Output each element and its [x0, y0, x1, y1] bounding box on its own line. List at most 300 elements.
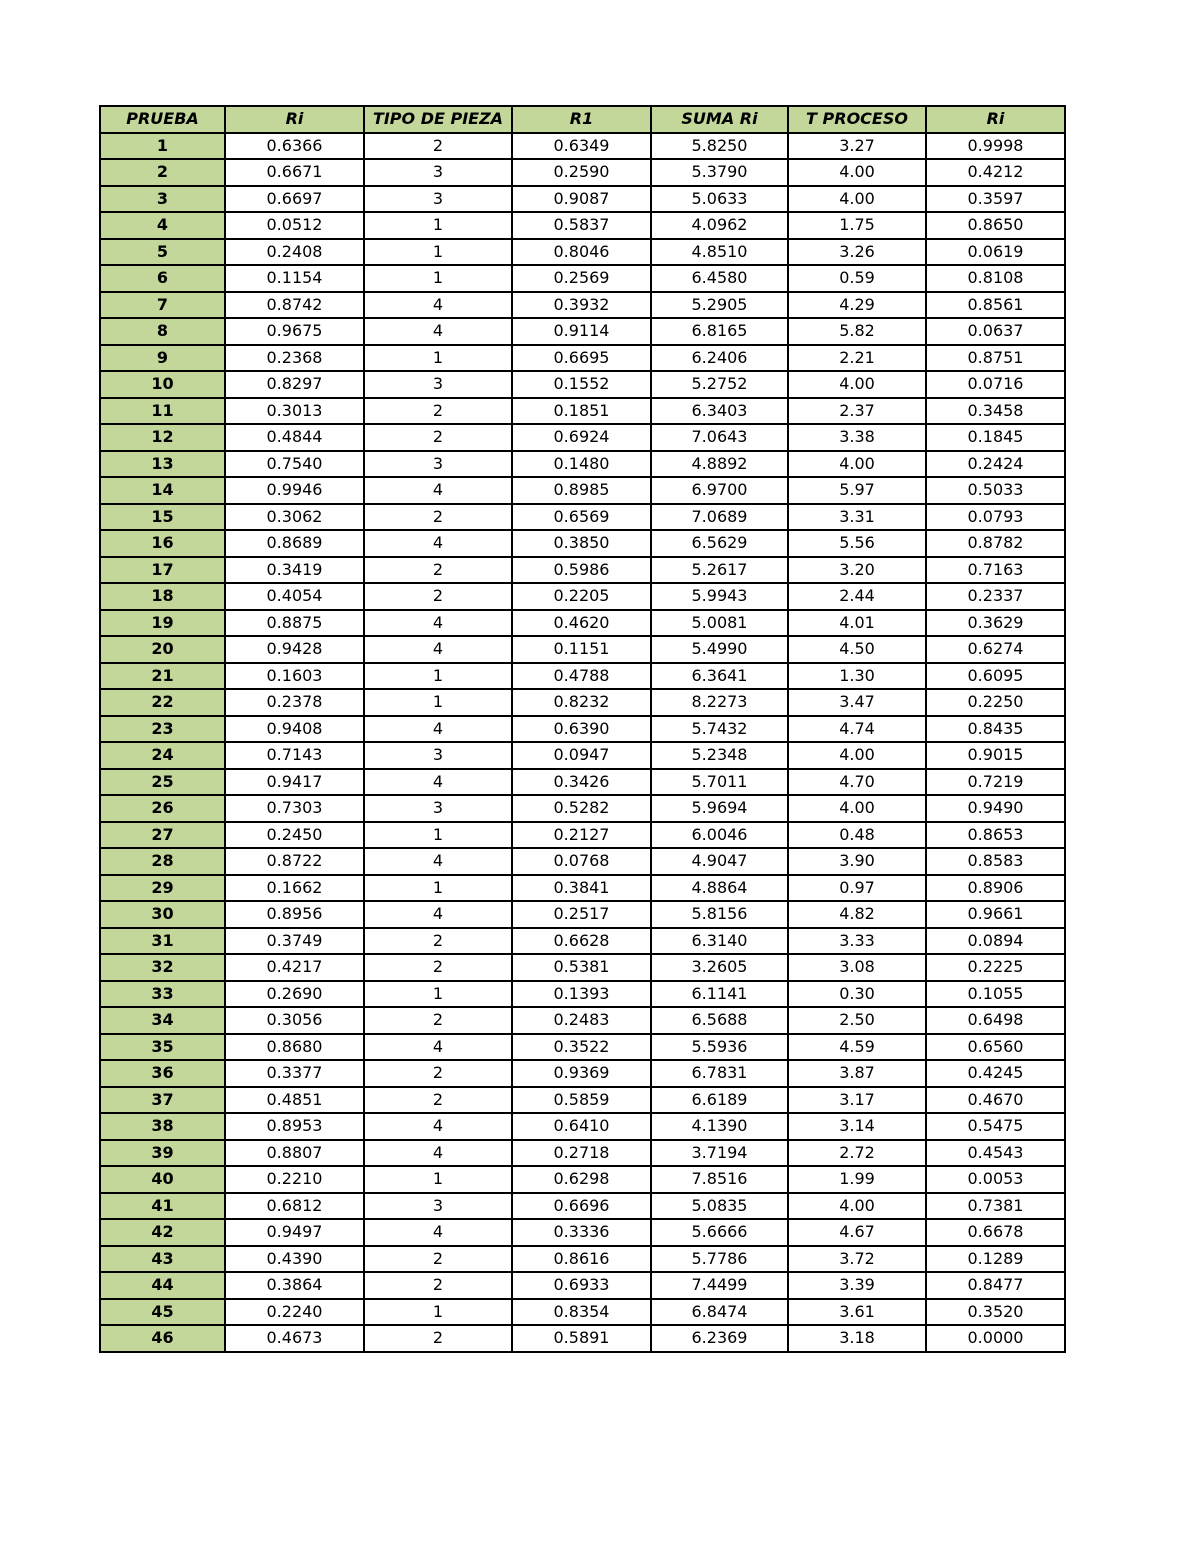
suma-ri-cell: 5.9943	[651, 583, 788, 610]
tipo-de-pieza-cell: 1	[364, 689, 512, 716]
t-proceso-cell: 0.30	[788, 981, 926, 1008]
t-proceso-cell: 3.18	[788, 1325, 926, 1352]
suma-ri-cell: 5.8250	[651, 133, 788, 160]
ri-cell: 0.1154	[225, 265, 364, 292]
table-row	[100, 557, 1065, 584]
ri-2-cell: 0.8782	[926, 530, 1065, 557]
tipo-de-pieza-cell: 4	[364, 318, 512, 345]
prueba-cell: 4	[100, 212, 225, 239]
tipo-de-pieza-cell: 4	[364, 636, 512, 663]
r1-cell: 0.3336	[512, 1219, 651, 1246]
ri-cell: 0.9417	[225, 769, 364, 796]
t-proceso-cell: 3.33	[788, 928, 926, 955]
ri-cell: 0.9428	[225, 636, 364, 663]
tipo-de-pieza-cell: 2	[364, 424, 512, 451]
r1-cell: 0.6410	[512, 1113, 651, 1140]
r1-cell: 0.3522	[512, 1034, 651, 1061]
suma-ri-cell: 7.8516	[651, 1166, 788, 1193]
prueba-cell: 19	[100, 610, 225, 637]
prueba-cell: 13	[100, 451, 225, 478]
prueba-cell: 27	[100, 822, 225, 849]
ri-2-cell: 0.4212	[926, 159, 1065, 186]
t-proceso-cell: 4.59	[788, 1034, 926, 1061]
r1-cell: 0.3932	[512, 292, 651, 319]
r1-cell: 0.4788	[512, 663, 651, 690]
prueba-cell: 9	[100, 345, 225, 372]
table-row	[100, 318, 1065, 345]
ri-2-cell: 0.8653	[926, 822, 1065, 849]
prueba-cell: 11	[100, 398, 225, 425]
column-header-r1: R1	[512, 106, 651, 133]
table-row	[100, 663, 1065, 690]
ri-2-cell: 0.8561	[926, 292, 1065, 319]
ri-2-cell: 0.8751	[926, 345, 1065, 372]
tipo-de-pieza-cell: 4	[364, 1140, 512, 1167]
ri-cell: 0.2450	[225, 822, 364, 849]
prueba-cell: 2	[100, 159, 225, 186]
suma-ri-cell: 5.2905	[651, 292, 788, 319]
r1-cell: 0.0947	[512, 742, 651, 769]
ri-cell: 0.2408	[225, 239, 364, 266]
tipo-de-pieza-cell: 3	[364, 1193, 512, 1220]
suma-ri-cell: 6.0046	[651, 822, 788, 849]
tipo-de-pieza-cell: 2	[364, 583, 512, 610]
prueba-cell: 39	[100, 1140, 225, 1167]
table-row	[100, 1034, 1065, 1061]
prueba-cell: 44	[100, 1272, 225, 1299]
prueba-cell: 16	[100, 530, 225, 557]
header-row	[100, 106, 1065, 133]
suma-ri-cell: 5.2752	[651, 371, 788, 398]
r1-cell: 0.5986	[512, 557, 651, 584]
ri-2-cell: 0.1845	[926, 424, 1065, 451]
r1-cell: 0.1393	[512, 981, 651, 1008]
r1-cell: 0.9369	[512, 1060, 651, 1087]
column-header-suma-ri: SUMA Ri	[651, 106, 788, 133]
suma-ri-cell: 6.2406	[651, 345, 788, 372]
r1-cell: 0.6695	[512, 345, 651, 372]
ri-cell: 0.8956	[225, 901, 364, 928]
t-proceso-cell: 2.72	[788, 1140, 926, 1167]
table-row	[100, 583, 1065, 610]
r1-cell: 0.8232	[512, 689, 651, 716]
suma-ri-cell: 5.7432	[651, 716, 788, 743]
t-proceso-cell: 3.17	[788, 1087, 926, 1114]
ri-cell: 0.1603	[225, 663, 364, 690]
t-proceso-cell: 3.38	[788, 424, 926, 451]
table-row	[100, 371, 1065, 398]
t-proceso-cell: 3.39	[788, 1272, 926, 1299]
prueba-cell: 5	[100, 239, 225, 266]
tipo-de-pieza-cell: 1	[364, 1299, 512, 1326]
ri-2-cell: 0.6678	[926, 1219, 1065, 1246]
t-proceso-cell: 1.30	[788, 663, 926, 690]
tipo-de-pieza-cell: 4	[364, 1113, 512, 1140]
ri-cell: 0.3864	[225, 1272, 364, 1299]
suma-ri-cell: 4.1390	[651, 1113, 788, 1140]
tipo-de-pieza-cell: 2	[364, 954, 512, 981]
tipo-de-pieza-cell: 1	[364, 345, 512, 372]
prueba-cell: 45	[100, 1299, 225, 1326]
ri-2-cell: 0.9998	[926, 133, 1065, 160]
r1-cell: 0.4620	[512, 610, 651, 637]
r1-cell: 0.2569	[512, 265, 651, 292]
table-row	[100, 848, 1065, 875]
suma-ri-cell: 6.8165	[651, 318, 788, 345]
table-row	[100, 424, 1065, 451]
ri-2-cell: 0.3629	[926, 610, 1065, 637]
tipo-de-pieza-cell: 4	[364, 1034, 512, 1061]
r1-cell: 0.9114	[512, 318, 651, 345]
table-row	[100, 345, 1065, 372]
ri-cell: 0.3749	[225, 928, 364, 955]
ri-cell: 0.8689	[225, 530, 364, 557]
prueba-cell: 36	[100, 1060, 225, 1087]
table-row	[100, 1113, 1065, 1140]
prueba-cell: 8	[100, 318, 225, 345]
table-row	[100, 795, 1065, 822]
table-row	[100, 133, 1065, 160]
suma-ri-cell: 3.2605	[651, 954, 788, 981]
prueba-cell: 26	[100, 795, 225, 822]
table-row	[100, 1140, 1065, 1167]
data-table	[99, 105, 1066, 1353]
table-row	[100, 239, 1065, 266]
suma-ri-cell: 4.9047	[651, 848, 788, 875]
tipo-de-pieza-cell: 4	[364, 530, 512, 557]
prueba-cell: 17	[100, 557, 225, 584]
column-header-t-proceso: T PROCESO	[788, 106, 926, 133]
table-row	[100, 901, 1065, 928]
t-proceso-cell: 3.26	[788, 239, 926, 266]
table-row	[100, 769, 1065, 796]
ri-2-cell: 0.0894	[926, 928, 1065, 955]
r1-cell: 0.1552	[512, 371, 651, 398]
ri-cell: 0.4844	[225, 424, 364, 451]
ri-2-cell: 0.4245	[926, 1060, 1065, 1087]
t-proceso-cell: 0.97	[788, 875, 926, 902]
prueba-cell: 21	[100, 663, 225, 690]
t-proceso-cell: 3.14	[788, 1113, 926, 1140]
ri-2-cell: 0.1055	[926, 981, 1065, 1008]
suma-ri-cell: 3.7194	[651, 1140, 788, 1167]
tipo-de-pieza-cell: 4	[364, 1219, 512, 1246]
ri-cell: 0.3062	[225, 504, 364, 531]
ri-2-cell: 0.0716	[926, 371, 1065, 398]
prueba-cell: 29	[100, 875, 225, 902]
r1-cell: 0.3850	[512, 530, 651, 557]
r1-cell: 0.6628	[512, 928, 651, 955]
table-row	[100, 1087, 1065, 1114]
suma-ri-cell: 5.6666	[651, 1219, 788, 1246]
t-proceso-cell: 4.82	[788, 901, 926, 928]
prueba-cell: 15	[100, 504, 225, 531]
t-proceso-cell: 1.75	[788, 212, 926, 239]
ri-2-cell: 0.5033	[926, 477, 1065, 504]
ri-cell: 0.2378	[225, 689, 364, 716]
ri-cell: 0.4673	[225, 1325, 364, 1352]
ri-cell: 0.7540	[225, 451, 364, 478]
suma-ri-cell: 4.8892	[651, 451, 788, 478]
t-proceso-cell: 5.82	[788, 318, 926, 345]
table-row	[100, 954, 1065, 981]
t-proceso-cell: 4.50	[788, 636, 926, 663]
prueba-cell: 10	[100, 371, 225, 398]
ri-cell: 0.7303	[225, 795, 364, 822]
ri-cell: 0.4054	[225, 583, 364, 610]
r1-cell: 0.5282	[512, 795, 651, 822]
table-row	[100, 822, 1065, 849]
table-body	[100, 133, 1065, 1352]
ri-cell: 0.9497	[225, 1219, 364, 1246]
t-proceso-cell: 3.27	[788, 133, 926, 160]
ri-2-cell: 0.8906	[926, 875, 1065, 902]
table-row	[100, 398, 1065, 425]
t-proceso-cell: 4.00	[788, 795, 926, 822]
ri-2-cell: 0.6498	[926, 1007, 1065, 1034]
tipo-de-pieza-cell: 3	[364, 371, 512, 398]
prueba-cell: 41	[100, 1193, 225, 1220]
tipo-de-pieza-cell: 2	[364, 557, 512, 584]
ri-cell: 0.9408	[225, 716, 364, 743]
suma-ri-cell: 5.0633	[651, 186, 788, 213]
table-row	[100, 610, 1065, 637]
prueba-cell: 30	[100, 901, 225, 928]
tipo-de-pieza-cell: 4	[364, 716, 512, 743]
ri-cell: 0.3013	[225, 398, 364, 425]
ri-2-cell: 0.8650	[926, 212, 1065, 239]
prueba-cell: 43	[100, 1246, 225, 1273]
r1-cell: 0.9087	[512, 186, 651, 213]
suma-ri-cell: 7.0689	[651, 504, 788, 531]
ri-2-cell: 0.7219	[926, 769, 1065, 796]
ri-2-cell: 0.8583	[926, 848, 1065, 875]
t-proceso-cell: 4.00	[788, 159, 926, 186]
ri-cell: 0.8722	[225, 848, 364, 875]
ri-cell: 0.6697	[225, 186, 364, 213]
table-row	[100, 689, 1065, 716]
prueba-cell: 34	[100, 1007, 225, 1034]
t-proceso-cell: 0.48	[788, 822, 926, 849]
tipo-de-pieza-cell: 2	[364, 1325, 512, 1352]
t-proceso-cell: 2.44	[788, 583, 926, 610]
r1-cell: 0.2127	[512, 822, 651, 849]
suma-ri-cell: 7.4499	[651, 1272, 788, 1299]
ri-cell: 0.2210	[225, 1166, 364, 1193]
prueba-cell: 32	[100, 954, 225, 981]
table-row	[100, 477, 1065, 504]
table-header	[100, 106, 1065, 133]
t-proceso-cell: 3.31	[788, 504, 926, 531]
t-proceso-cell: 3.61	[788, 1299, 926, 1326]
prueba-cell: 46	[100, 1325, 225, 1352]
ri-2-cell: 0.7381	[926, 1193, 1065, 1220]
suma-ri-cell: 5.2617	[651, 557, 788, 584]
r1-cell: 0.2483	[512, 1007, 651, 1034]
r1-cell: 0.6349	[512, 133, 651, 160]
tipo-de-pieza-cell: 1	[364, 981, 512, 1008]
ri-2-cell: 0.1289	[926, 1246, 1065, 1273]
ri-2-cell: 0.0619	[926, 239, 1065, 266]
ri-2-cell: 0.4543	[926, 1140, 1065, 1167]
table-row	[100, 928, 1065, 955]
ri-2-cell: 0.9661	[926, 901, 1065, 928]
ri-2-cell: 0.2250	[926, 689, 1065, 716]
r1-cell: 0.2590	[512, 159, 651, 186]
ri-cell: 0.1662	[225, 875, 364, 902]
ri-cell: 0.4851	[225, 1087, 364, 1114]
ri-2-cell: 0.6560	[926, 1034, 1065, 1061]
ri-2-cell: 0.5475	[926, 1113, 1065, 1140]
table-row	[100, 265, 1065, 292]
ri-cell: 0.0512	[225, 212, 364, 239]
suma-ri-cell: 5.8156	[651, 901, 788, 928]
suma-ri-cell: 5.2348	[651, 742, 788, 769]
tipo-de-pieza-cell: 2	[364, 1060, 512, 1087]
ri-cell: 0.3419	[225, 557, 364, 584]
r1-cell: 0.6924	[512, 424, 651, 451]
ri-cell: 0.8807	[225, 1140, 364, 1167]
table-row	[100, 451, 1065, 478]
r1-cell: 0.5381	[512, 954, 651, 981]
r1-cell: 0.1851	[512, 398, 651, 425]
tipo-de-pieza-cell: 1	[364, 822, 512, 849]
ri-cell: 0.8297	[225, 371, 364, 398]
suma-ri-cell: 5.7011	[651, 769, 788, 796]
ri-2-cell: 0.0000	[926, 1325, 1065, 1352]
ri-cell: 0.9675	[225, 318, 364, 345]
suma-ri-cell: 4.8864	[651, 875, 788, 902]
r1-cell: 0.2517	[512, 901, 651, 928]
tipo-de-pieza-cell: 1	[364, 875, 512, 902]
ri-cell: 0.8875	[225, 610, 364, 637]
prueba-cell: 1	[100, 133, 225, 160]
suma-ri-cell: 8.2273	[651, 689, 788, 716]
ri-2-cell: 0.2225	[926, 954, 1065, 981]
suma-ri-cell: 5.3790	[651, 159, 788, 186]
prueba-cell: 20	[100, 636, 225, 663]
tipo-de-pieza-cell: 2	[364, 398, 512, 425]
r1-cell: 0.6569	[512, 504, 651, 531]
tipo-de-pieza-cell: 3	[364, 159, 512, 186]
r1-cell: 0.1151	[512, 636, 651, 663]
prueba-cell: 14	[100, 477, 225, 504]
tipo-de-pieza-cell: 4	[364, 901, 512, 928]
ri-2-cell: 0.6274	[926, 636, 1065, 663]
ri-2-cell: 0.0793	[926, 504, 1065, 531]
r1-cell: 0.8616	[512, 1246, 651, 1273]
table-row	[100, 292, 1065, 319]
t-proceso-cell: 1.99	[788, 1166, 926, 1193]
tipo-de-pieza-cell: 1	[364, 663, 512, 690]
t-proceso-cell: 4.00	[788, 451, 926, 478]
prueba-cell: 6	[100, 265, 225, 292]
tipo-de-pieza-cell: 1	[364, 1166, 512, 1193]
ri-cell: 0.8742	[225, 292, 364, 319]
t-proceso-cell: 3.47	[788, 689, 926, 716]
table-row	[100, 636, 1065, 663]
table-row	[100, 1299, 1065, 1326]
tipo-de-pieza-cell: 4	[364, 848, 512, 875]
tipo-de-pieza-cell: 3	[364, 186, 512, 213]
suma-ri-cell: 6.2369	[651, 1325, 788, 1352]
suma-ri-cell: 5.7786	[651, 1246, 788, 1273]
ri-2-cell: 0.4670	[926, 1087, 1065, 1114]
suma-ri-cell: 5.4990	[651, 636, 788, 663]
r1-cell: 0.3841	[512, 875, 651, 902]
table-row	[100, 742, 1065, 769]
tipo-de-pieza-cell: 2	[364, 1246, 512, 1273]
r1-cell: 0.6390	[512, 716, 651, 743]
ri-2-cell: 0.9490	[926, 795, 1065, 822]
t-proceso-cell: 2.21	[788, 345, 926, 372]
suma-ri-cell: 6.7831	[651, 1060, 788, 1087]
tipo-de-pieza-cell: 1	[364, 265, 512, 292]
tipo-de-pieza-cell: 4	[364, 610, 512, 637]
prueba-cell: 22	[100, 689, 225, 716]
table-row	[100, 1007, 1065, 1034]
r1-cell: 0.1480	[512, 451, 651, 478]
t-proceso-cell: 3.20	[788, 557, 926, 584]
table-row	[100, 1325, 1065, 1352]
tipo-de-pieza-cell: 2	[364, 1087, 512, 1114]
t-proceso-cell: 4.00	[788, 742, 926, 769]
suma-ri-cell: 6.9700	[651, 477, 788, 504]
t-proceso-cell: 0.59	[788, 265, 926, 292]
prueba-cell: 12	[100, 424, 225, 451]
tipo-de-pieza-cell: 3	[364, 795, 512, 822]
table-row	[100, 504, 1065, 531]
tipo-de-pieza-cell: 2	[364, 928, 512, 955]
t-proceso-cell: 3.87	[788, 1060, 926, 1087]
prueba-cell: 31	[100, 928, 225, 955]
suma-ri-cell: 5.5936	[651, 1034, 788, 1061]
column-header-ri: Ri	[225, 106, 364, 133]
prueba-cell: 7	[100, 292, 225, 319]
prueba-cell: 38	[100, 1113, 225, 1140]
prueba-cell: 42	[100, 1219, 225, 1246]
ri-2-cell: 0.3520	[926, 1299, 1065, 1326]
ri-cell: 0.8953	[225, 1113, 364, 1140]
t-proceso-cell: 4.74	[788, 716, 926, 743]
r1-cell: 0.6696	[512, 1193, 651, 1220]
t-proceso-cell: 2.50	[788, 1007, 926, 1034]
suma-ri-cell: 7.0643	[651, 424, 788, 451]
suma-ri-cell: 5.0835	[651, 1193, 788, 1220]
ri-2-cell: 0.2337	[926, 583, 1065, 610]
ri-cell: 0.6366	[225, 133, 364, 160]
tipo-de-pieza-cell: 2	[364, 133, 512, 160]
tipo-de-pieza-cell: 1	[364, 212, 512, 239]
suma-ri-cell: 6.3641	[651, 663, 788, 690]
suma-ri-cell: 6.4580	[651, 265, 788, 292]
tipo-de-pieza-cell: 4	[364, 769, 512, 796]
suma-ri-cell: 6.5629	[651, 530, 788, 557]
t-proceso-cell: 5.56	[788, 530, 926, 557]
column-header-prueba: PRUEBA	[100, 106, 225, 133]
ri-cell: 0.3056	[225, 1007, 364, 1034]
suma-ri-cell: 4.8510	[651, 239, 788, 266]
tipo-de-pieza-cell: 3	[364, 451, 512, 478]
prueba-cell: 28	[100, 848, 225, 875]
suma-ri-cell: 4.0962	[651, 212, 788, 239]
r1-cell: 0.5859	[512, 1087, 651, 1114]
table-row	[100, 186, 1065, 213]
r1-cell: 0.5891	[512, 1325, 651, 1352]
ri-cell: 0.2240	[225, 1299, 364, 1326]
ri-2-cell: 0.0053	[926, 1166, 1065, 1193]
prueba-cell: 35	[100, 1034, 225, 1061]
